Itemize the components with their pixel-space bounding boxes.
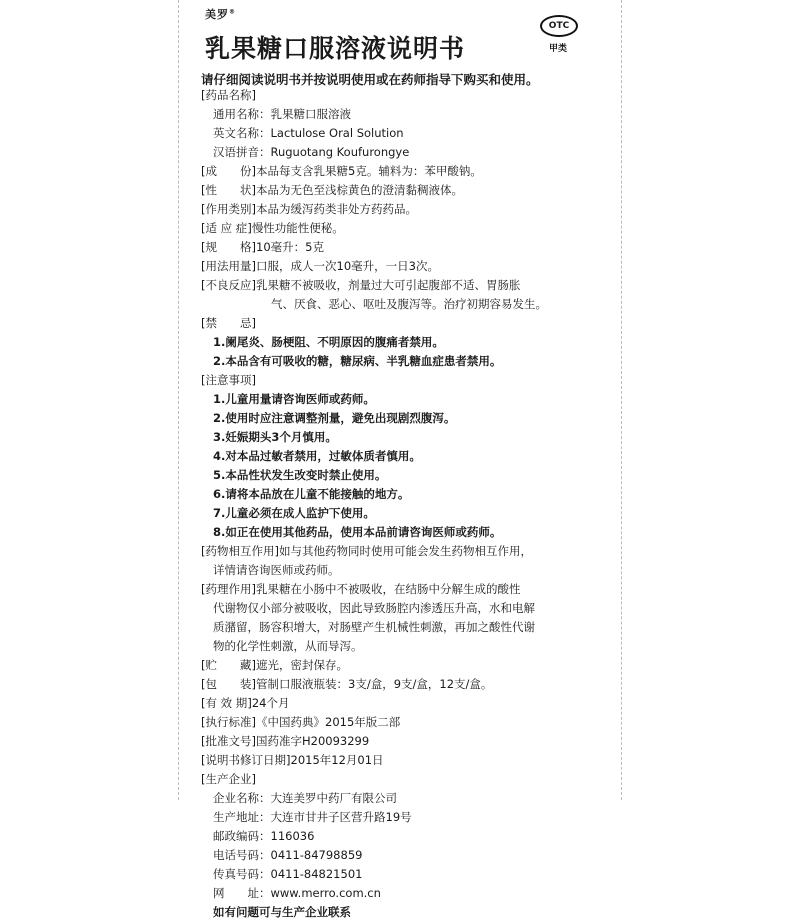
otc-badge: OTC [540,15,578,37]
manufacturer-fax-row: 传真号码：0411-84821501 [213,867,363,881]
leaflet [178,0,622,919]
revision-row: [ 说明书修订日期 ] 2015年12月01日 [201,751,611,770]
manufacturer-address-row: 生产地址：大连市甘井子区营升路19号 [213,810,412,824]
english-name-row: 英文名称：Lactulose Oral Solution [213,126,404,140]
precaution-item: 5.本品性状发生改变时禁止使用。 [213,468,387,482]
manufacturer-zip-row: 邮政编码：116036 [213,829,315,843]
precaution-item: 8.如正在使用其他药品，使用本品前请咨询医师或药师。 [213,525,502,539]
properties-row: [ 性 状 ] 本品为无色至浅棕黄色的澄清黏稠液体。 [201,181,611,200]
usage-notice: 请仔细阅读说明书并按说明使用或在药师指导下购买和使用。 [201,72,539,87]
common-name-row: 通用名称：乳果糖口服溶液 [213,107,351,121]
standard-row: [ 执行标准 ] 《中国药典》2015年版二部 [201,713,611,732]
interactions-row-cont: 详情请咨询医师或药师。 [213,563,340,577]
usage-row: [ 用法用量 ] 口服，成人一次10毫升，一日3次。 [201,257,611,276]
spec-row: [ 规 格 ] 10毫升：5克 [201,238,611,257]
manufacturer-web-row: 网 址：www.merro.com.cn [213,886,381,900]
adverse-row-cont: 气、厌食、恶心、呕吐及腹泻等。治疗初期容易发生。 [271,297,547,311]
pharmacology-row-cont: 质潴留，肠容积增大，对肠壁产生机械性刺激，再加之酸性代谢 [213,620,535,634]
contact-footer: 如有问题可与生产企业联系 [213,905,351,919]
pharmacology-row-cont: 物的化学性刺激，从而导泻。 [213,639,363,653]
category-row: [ 作用类别 ] 本品为缓泻药类非处方药药品。 [201,200,611,219]
contraindication-item: 1.阑尾炎、肠梗阻、不明原因的腹痛者禁用。 [213,335,444,349]
pharmacology-row: [ 药理作用 ] 乳果糖在小肠中不被吸收，在结肠中分解生成的酸性 [201,580,611,599]
pharmacology-row-cont: 代谢物仅小部分被吸收，因此导致肠腔内渗透压升高，水和电解 [213,601,535,615]
document-title: 乳果糖口服溶液说明书 [205,34,466,63]
precaution-item: 6.请将本品放在儿童不能接触的地方。 [213,487,410,501]
manufacturer-name-row: 企业名称：大连美罗中药厂有限公司 [213,791,397,805]
leaflet-content [201,86,611,922]
adverse-row: [ 不良反应 ] 乳果糖不被吸收，剂量过大可引起腹部不适、胃肠胀 [201,276,611,295]
drug-name-heading: [ 药品名称 ] [201,86,611,105]
contraindication-item: 2.本品含有可吸收的糖，糖尿病、半乳糖血症患者禁用。 [213,354,502,368]
brand-logo: 美罗® [205,8,236,21]
package-row: [ 包 装 ] 管制口服液瓶装：3支/盒，9支/盒，12支/盒。 [201,675,611,694]
contraindications-heading: [ 禁 忌 ] [201,314,611,333]
precaution-item: 1.儿童用量请咨询医师或药师。 [213,392,375,406]
precaution-item: 4.对本品过敏者禁用，过敏体质者慎用。 [213,449,421,463]
manufacturer-heading: [ 生产企业 ] [201,770,611,789]
validity-row: [ 有 效 期 ] 24个月 [201,694,611,713]
interactions-row: [ 药物相互作用 ] 如与其他药物同时使用可能会发生药物相互作用， [201,542,611,561]
precautions-heading: [ 注意事项 ] [201,371,611,390]
storage-row: [ 贮 藏 ] 遮光，密封保存。 [201,656,611,675]
precaution-item: 2.使用时应注意调整剂量，避免出现剧烈腹泻。 [213,411,456,425]
indication-row: [ 适 应 症 ] 慢性功能性便秘。 [201,219,611,238]
pinyin-row: 汉语拼音：Ruguotang Koufurongye [213,145,410,159]
otc-class-label: 甲类 [549,44,568,54]
precaution-item: 3.妊娠期头3个月慎用。 [213,430,337,444]
approval-row: [ 批准文号 ] 国药准字H20093299 [201,732,611,751]
precaution-item: 7.儿童必须在成人监护下使用。 [213,506,375,520]
manufacturer-phone-row: 电话号码：0411-84798859 [213,848,363,862]
ingredients-row: [ 成 份 ] 本品每支含乳果糖5克。辅料为：苯甲酸钠。 [201,162,611,181]
